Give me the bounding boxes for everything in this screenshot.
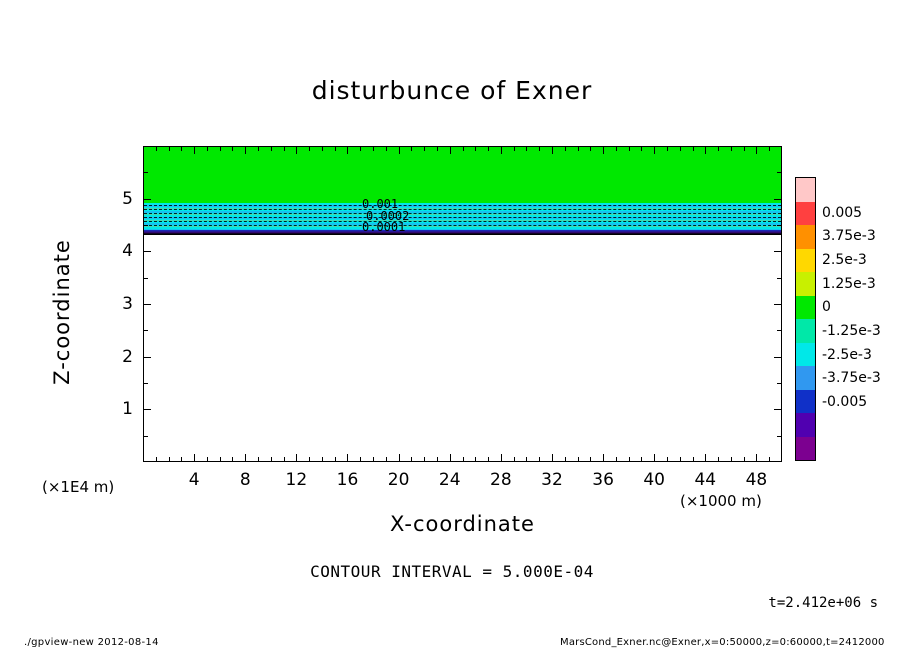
colorbar-tick-label: -3.75e-3: [822, 370, 881, 387]
x-tick-label: 28: [490, 470, 512, 490]
x-tick-label: 8: [239, 470, 251, 490]
x-tick-label: 4: [188, 470, 200, 490]
contour-label-3: 0.0001: [362, 220, 406, 234]
colorbar-tick-label: -1.25e-3: [822, 322, 881, 339]
x-tick-label: 20: [387, 470, 410, 490]
colorbar-tick-label: 0.005: [822, 204, 863, 221]
x-tick-label: 36: [592, 470, 614, 490]
x-tick-label: 40: [643, 470, 666, 490]
y-tick-label: 3: [122, 294, 133, 314]
colorbar-tick-label: -2.5e-3: [822, 346, 872, 363]
colorbar-tick-label: 2.5e-3: [822, 251, 867, 268]
contour-interval-text: CONTOUR INTERVAL = 5.000E-04: [310, 562, 594, 581]
x-tick-label: 24: [438, 470, 461, 490]
time-label: t=2.412e+06 s: [768, 595, 878, 611]
footer-right-text: MarsCond_Exner.nc@Exner,x=0:50000,z=0:60000,t=2412000: [560, 637, 885, 648]
y-tick-label: 2: [122, 346, 133, 367]
x-axis-unit-label: (×1000 m): [680, 492, 762, 510]
y-axis-title: Z-coordinate: [50, 239, 74, 385]
y-tick-label: 4: [122, 241, 133, 262]
x-tick-label: 12: [285, 470, 308, 490]
x-tick-label: 44: [694, 470, 717, 490]
y-tick-label: 1: [122, 399, 133, 420]
y-axis-unit-label: (×1E4 m): [42, 478, 115, 496]
page-title: disturbunce of Exner: [311, 76, 593, 105]
x-axis-title: X-coordinate: [390, 512, 535, 536]
colorbar-tick-label: 1.25e-3: [822, 275, 876, 292]
colorbar-tick-label: 3.75e-3: [822, 228, 876, 245]
contour-label-1: 0.001: [362, 197, 399, 211]
colorbar-tick-label: -0.005: [822, 393, 868, 410]
colorbar-tick-label: 0: [822, 299, 831, 316]
x-tick-label: 16: [336, 470, 359, 490]
x-tick-label: 48: [745, 470, 768, 490]
contour-label-2: 0.0002: [366, 209, 410, 223]
y-tick-label: 5: [122, 188, 133, 209]
x-tick-label: 32: [541, 470, 563, 490]
footer-left-text: ./gpview-new 2012-08-14: [24, 637, 159, 648]
